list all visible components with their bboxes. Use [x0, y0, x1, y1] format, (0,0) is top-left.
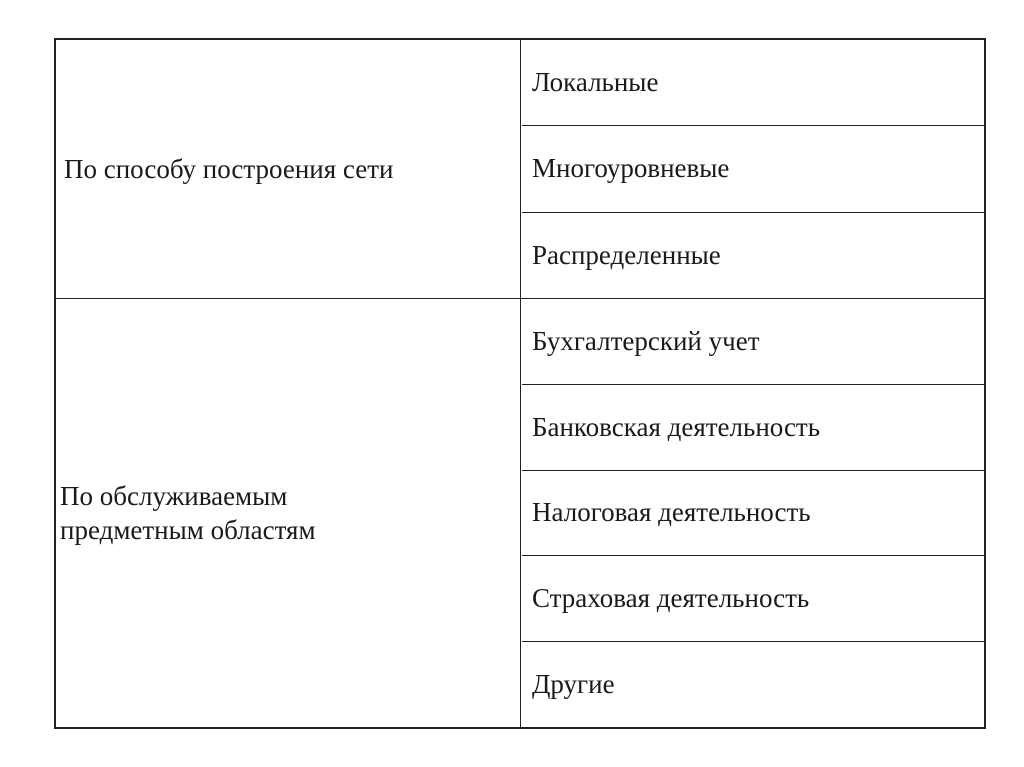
table-cell-item: Распределенные [532, 239, 721, 270]
table-cell-item: Налоговая деятельность [522, 471, 984, 557]
category-cell [56, 40, 521, 298]
category-label: По обслуживаемым предметным областям [60, 481, 316, 545]
category-cell [56, 299, 521, 727]
table-cell-item: Страховая деятельность [522, 556, 984, 642]
category-label: По способу построения сети [64, 154, 394, 184]
table-cell-item: Локальные [522, 40, 984, 126]
table-cell-item: Банковская деятельность [522, 385, 984, 471]
items-column [522, 40, 984, 298]
classification-table [54, 38, 986, 729]
table-cell-item: Многоуровневые [522, 126, 984, 212]
table-cell-item: Бухгалтерский учет [522, 299, 984, 385]
table-group-network-construction [56, 40, 984, 299]
table-cell-item: Другие [532, 669, 615, 700]
items-column [522, 299, 984, 727]
table-group-subject-areas [56, 299, 984, 727]
